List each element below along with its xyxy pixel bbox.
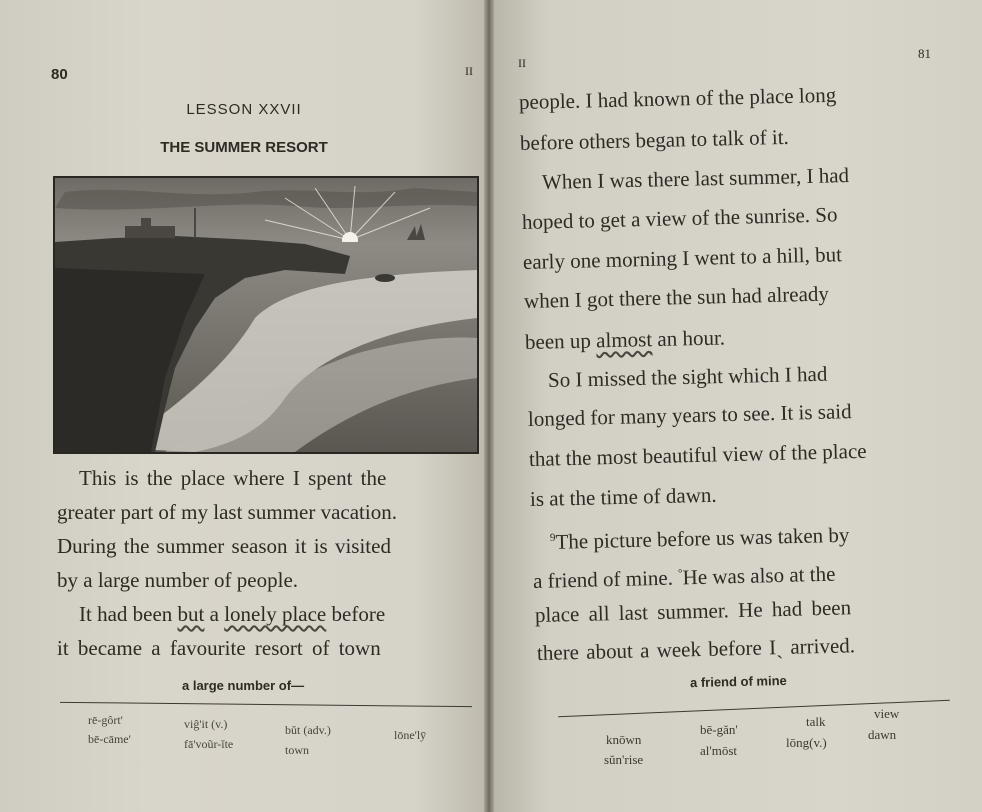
vocab-word: bē-cāme' bbox=[88, 732, 131, 746]
text-line: hoped to get a view of the sunrise. So bbox=[521, 202, 838, 234]
underlined-word: almost bbox=[595, 327, 653, 353]
vocab-word: viĝ'it (v.) bbox=[184, 717, 228, 731]
text-line: it became a favourite resort of town bbox=[57, 636, 381, 660]
vocab-word: bŭt (adv.) bbox=[285, 723, 331, 737]
vocab-word: talk bbox=[806, 714, 826, 729]
text-line: During the summer season it is visited bbox=[57, 534, 391, 558]
text-run: before bbox=[326, 602, 386, 626]
right-page bbox=[490, 0, 982, 812]
text-line: So I missed the sight which I had bbox=[547, 361, 828, 392]
text-line: by a large number of people. bbox=[57, 568, 299, 592]
text-line: When I was there last summer, I had bbox=[541, 163, 850, 194]
seaside-cliff-illustration bbox=[53, 176, 479, 454]
book-gutter bbox=[484, 0, 494, 812]
text-line bbox=[550, 519, 850, 554]
margin-mark: 9 bbox=[549, 531, 556, 544]
vocab-word: sŭn'rise bbox=[604, 752, 644, 767]
divider bbox=[60, 702, 472, 707]
text-run: been up bbox=[524, 328, 597, 354]
vocab-word: view bbox=[874, 706, 900, 721]
text-run: The picture before us was taken by bbox=[555, 522, 850, 554]
text-line: early one morning I went to a hill, but bbox=[522, 242, 843, 274]
text-run: a friend of mine. bbox=[532, 565, 679, 593]
corner-mark: II bbox=[518, 56, 526, 70]
text-line bbox=[533, 558, 836, 593]
text-line: place all last summer. He had been bbox=[534, 595, 852, 627]
vocab-word: fā'voũr-ĭte bbox=[184, 737, 234, 751]
vocab-word: lōng(v.) bbox=[786, 735, 827, 750]
vocab-word: al'mōst bbox=[700, 743, 738, 758]
vocab-word: knōwn bbox=[606, 732, 642, 747]
lesson-title: THE SUMMER RESORT bbox=[160, 139, 328, 156]
text-line: that the most beautiful view of the place bbox=[528, 438, 867, 471]
underlined-word: but bbox=[177, 602, 205, 626]
text-line: greater part of my last summer vacation. bbox=[57, 500, 397, 524]
text-run: It had been bbox=[79, 602, 178, 626]
lesson-heading: LESSON XXVII bbox=[186, 101, 302, 118]
page-number: 80 bbox=[51, 66, 68, 83]
text-line bbox=[79, 602, 385, 626]
vocab-word: lōne'lȳ bbox=[394, 728, 427, 742]
page-number: 81 bbox=[918, 46, 931, 61]
text-line: is at the time of dawn. bbox=[529, 482, 717, 511]
vocab-word: town bbox=[285, 743, 309, 757]
text-run: an hour. bbox=[651, 325, 726, 352]
left-page bbox=[0, 0, 488, 812]
vocab-word: dawn bbox=[868, 727, 897, 742]
text-line: This is the place where I spent the bbox=[79, 466, 387, 490]
text-line: there about a week before Iˎ arrived. bbox=[536, 633, 856, 665]
footnote: a large number of— bbox=[182, 678, 305, 693]
text-run: He was also at the bbox=[682, 561, 836, 590]
text-line: before others began to talk of it. bbox=[519, 124, 790, 155]
vocab-word: bē-găn' bbox=[700, 722, 738, 737]
vocab-word: rē-gôrt' bbox=[88, 713, 123, 727]
text-line bbox=[525, 325, 726, 354]
corner-mark: II bbox=[465, 64, 473, 78]
margin-mark: ° bbox=[677, 567, 683, 580]
footnote: a friend of mine bbox=[689, 672, 787, 691]
text-line: people. I had known of the place long bbox=[518, 82, 837, 114]
text-line: when I got there the sun had already bbox=[523, 281, 830, 313]
text-run: a bbox=[204, 602, 225, 626]
underlined-phrase: lonely place bbox=[224, 602, 327, 626]
text-line: longed for many years to see. It is said bbox=[527, 399, 852, 431]
